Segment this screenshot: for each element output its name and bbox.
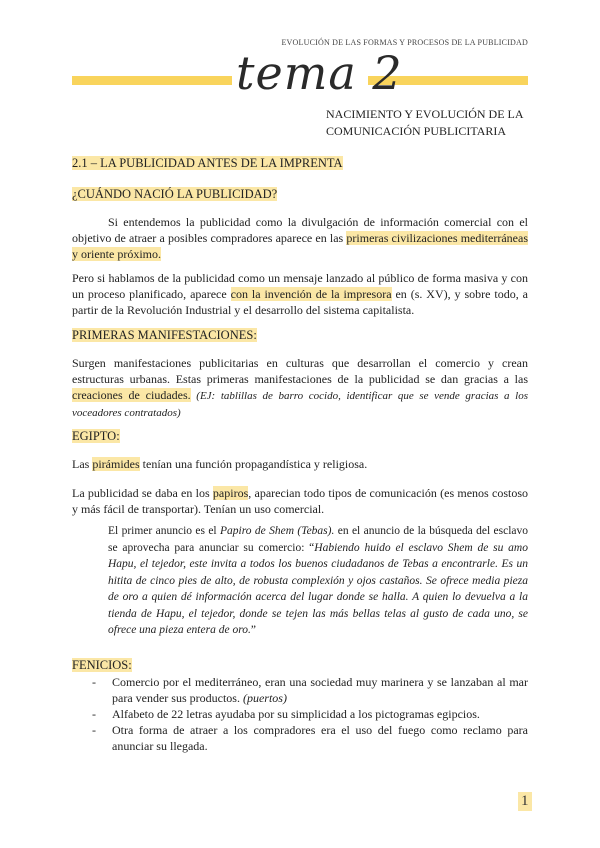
running-header: EVOLUCIÓN DE LAS FORMAS Y PROCESOS DE LA PUBLICIDAD: [281, 38, 528, 47]
egipto-heading-text: EGIPTO:: [72, 429, 120, 443]
section-title: [72, 156, 343, 171]
quote-papyrus-name: Papiro de Shem (Tebas).: [220, 525, 335, 537]
primeras-heading-text: PRIMERAS MANIFESTACIONES:: [72, 328, 257, 342]
section-title-text: 2.1 – LA PUBLICIDAD ANTES DE LA IMPRENTA: [72, 156, 343, 170]
quote-text: Habiendo huido el esclavo Shem de su amo Hapu, el tejedor, este invita a todos los buenos ciudadanos de Tebas a encontrarle. Es un hitita de cinco pies de alto, de robusta complexión y ojos castaños. Se ofrece media pieza de oro a quien dé información acerca del lugar donde se halla. A quien lo devuelva a la tienda de Hapu, el tejedor, donde se tejen las más bellas telas al gusto de cada uno, se ofrece una pieza entera de oro.: [108, 541, 528, 636]
egipto-heading: [72, 429, 120, 444]
primeras-text: Surgen manifestaciones publicitarias en culturas que desarrollan el comercio y crean estructuras urbanas. Estas primeras manifestaciones de la publicidad se dan gracias a las: [72, 356, 528, 386]
egipto-p1-text-end: tenían una función propagandística y religiosa.: [139, 457, 368, 471]
list-item: [92, 674, 528, 706]
egipto-paragraph-2: [72, 485, 528, 517]
egipto-p2-text-end: , aparecian todo tipos de comunicación (es menos costoso y más fácil de transportar). Tenían un uso comercial.: [72, 486, 528, 516]
q1-paragraph-2: [72, 270, 528, 318]
banner-bar-left: [72, 76, 232, 85]
egipto-p2-text: La publicidad se daba en los: [72, 486, 213, 500]
egipto-quote: [108, 523, 528, 639]
chapter-subtitle: [326, 106, 524, 140]
q1-paragraph-1: [72, 214, 528, 262]
q1-p2-text: Pero si hablamos de la publicidad como un mensaje lanzado al público de forma masiva y con un proceso planificado, aparece: [72, 271, 528, 301]
list-item: [92, 722, 528, 754]
fenicios-item-1-example: (puertos): [242, 691, 287, 705]
primeras-example: (EJ: tablillas de barro cocido, identificar que se vende gracias a los voceadores contratados): [72, 390, 528, 419]
primeras-highlight: creaciones de ciudades.: [72, 388, 191, 402]
fenicios-heading-text: FENICIOS:: [72, 658, 132, 672]
q1-p2-text-end: en (s. XV), y sobre todo, a partir de la Revolución Industrial y el desarrollo del sistema capitalista.: [72, 287, 528, 317]
quote-middle: en el anuncio de la búsqueda del esclavo se aprovecha para anunciar su comercio: “: [108, 525, 528, 554]
egipto-p1-text: Las: [72, 457, 93, 471]
subtitle-line-1: NACIMIENTO Y EVOLUCIÓN DE LA: [326, 107, 524, 121]
q1-p1-text: Si entendemos la publicidad como la divulgación de información comercial con el objetivo de atraer a posibles compradores aparece en las: [72, 215, 528, 245]
primeras-paragraph: [72, 355, 528, 421]
page-number: 1: [518, 792, 532, 811]
chapter-title: tema 2: [236, 46, 403, 100]
quote-close: ”: [250, 624, 256, 636]
q1-p1-highlight: primeras civilizaciones mediterráneas y oriente próximo.: [72, 231, 528, 261]
fenicios-item-2: Alfabeto de 22 letras ayudaba por su simplicidad a los pictogramas egipcios.: [112, 707, 480, 721]
egipto-p2-highlight: papiros: [212, 486, 249, 500]
egipto-paragraph-1: [72, 456, 528, 472]
fenicios-item-1: Comercio por el mediterráneo, eran una sociedad muy marinera y se lanzaban al mar para vender sus productos.: [112, 675, 528, 705]
q1-heading-text: ¿CUÁNDO NACIÓ LA PUBLICIDAD?: [72, 187, 278, 201]
fenicios-list: [92, 674, 528, 754]
fenicios-heading: [72, 658, 132, 673]
list-item: [92, 706, 528, 722]
subtitle-line-2: COMUNICACIÓN PUBLICITARIA: [326, 124, 507, 138]
egipto-p1-highlight: pirámides: [92, 457, 140, 471]
primeras-heading: [72, 328, 257, 343]
q1-p2-highlight: con la invención de la impresora: [230, 287, 392, 301]
q1-heading: [72, 187, 277, 202]
quote-intro: El primer anuncio es el: [108, 525, 221, 537]
fenicios-item-3: Otra forma de atraer a los compradores era el uso del fuego como reclamo para anunciar su llegada.: [112, 723, 528, 753]
